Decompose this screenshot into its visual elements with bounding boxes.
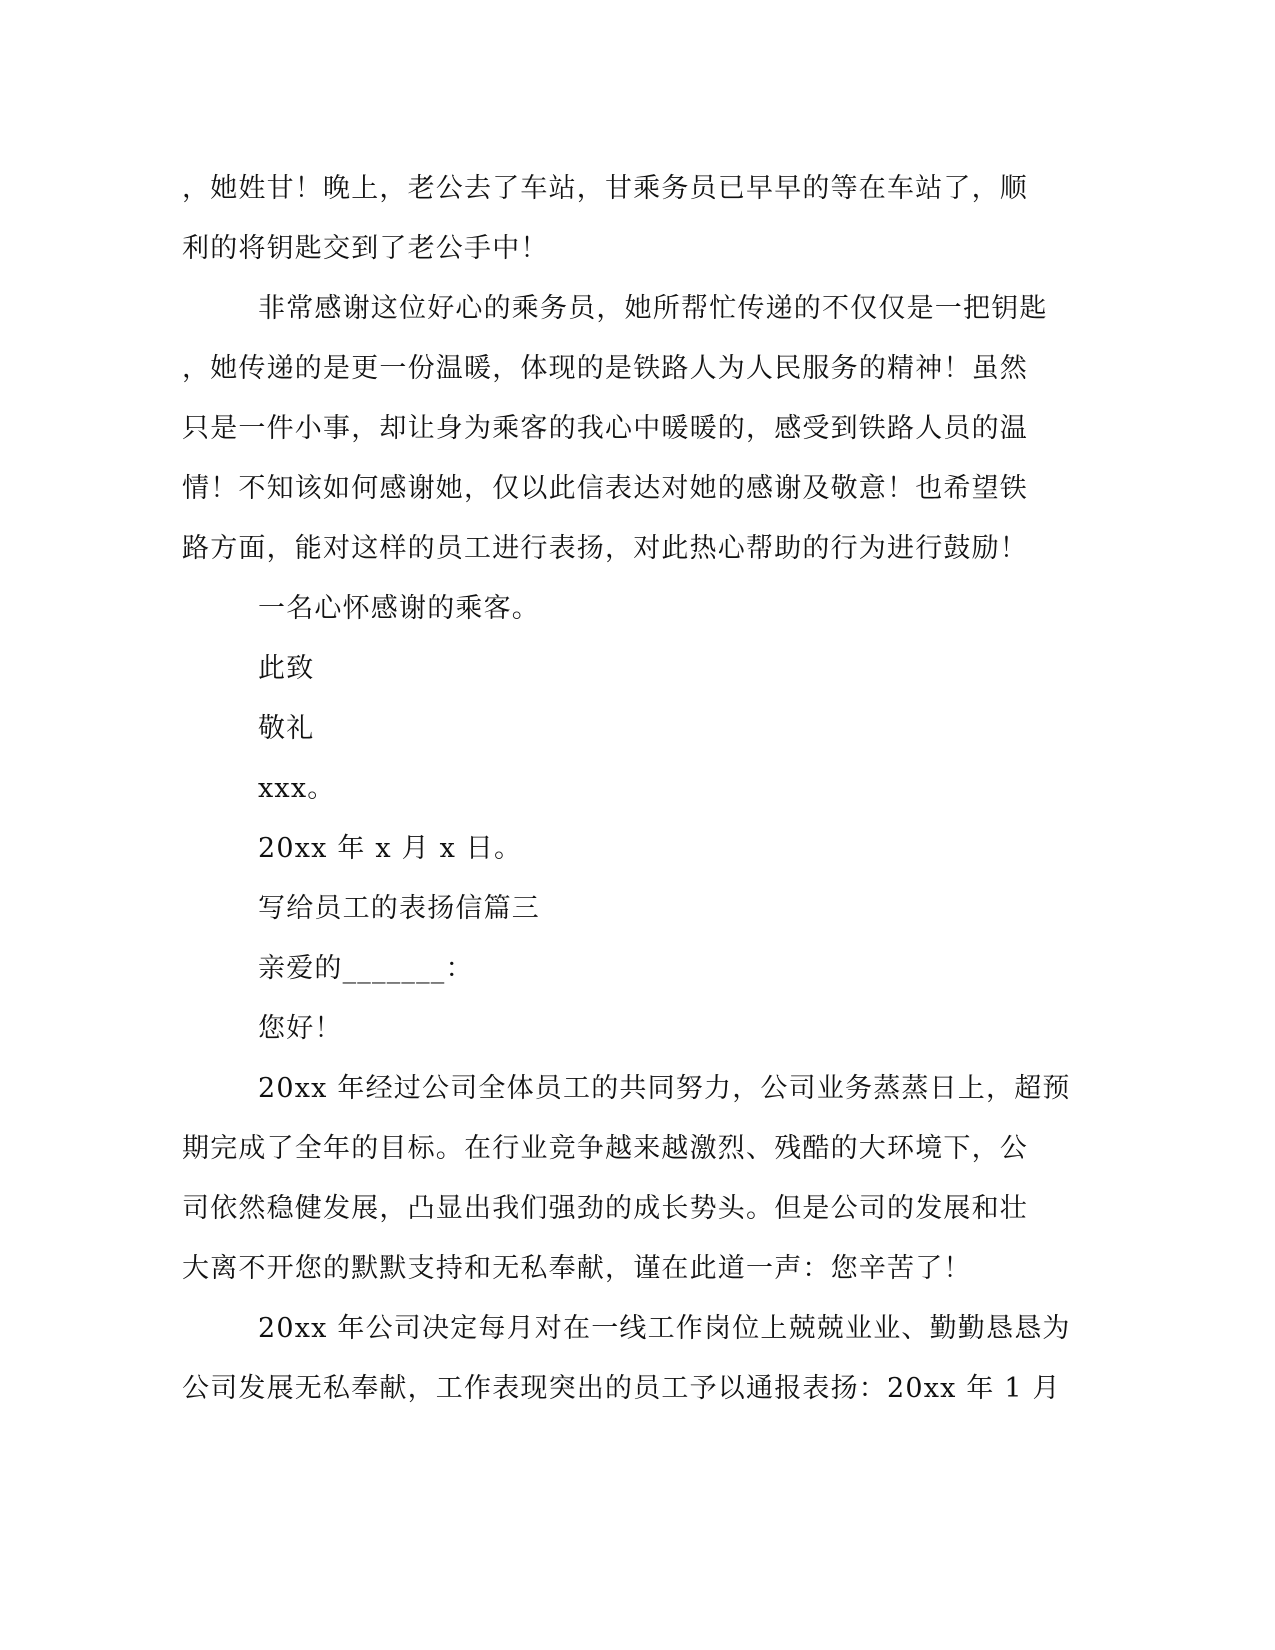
paragraph-line: 司依然稳健发展，凸显出我们强劲的成长势头。但是公司的发展和壮 xyxy=(182,1193,1028,1224)
letter-date: 20xx 年 x 月 x 日。 xyxy=(258,833,523,864)
paragraph-line: 非常感谢这位好心的乘务员，她所帮忙传递的不仅仅是一把钥匙 xyxy=(258,293,1048,324)
closing-line: 此致 xyxy=(258,653,315,684)
closing-line: 敬礼 xyxy=(258,713,315,744)
sender-name: xxx。 xyxy=(258,773,336,804)
paragraph-line: ，她姓甘！晚上，老公去了车站，甘乘务员已早早的等在车站了，顺 xyxy=(182,173,1028,204)
paragraph-line: 公司发展无私奉献，工作表现突出的员工予以通报表扬：20xx 年 1 月 xyxy=(182,1373,1061,1404)
signature-line: 一名心怀感谢的乘客。 xyxy=(258,593,540,624)
paragraph-line: 情！不知该如何感谢她，仅以此信表达对她的感谢及敬意！也希望铁 xyxy=(182,473,1028,504)
paragraph-line: ，她传递的是更一份温暖，体现的是铁路人为人民服务的精神！虽然 xyxy=(182,353,1028,384)
paragraph-line: 20xx 年经过公司全体员工的共同努力，公司业务蒸蒸日上，超预 xyxy=(258,1073,1071,1104)
greeting: 您好！ xyxy=(258,1013,343,1044)
paragraph-line: 只是一件小事，却让身为乘客的我心中暖暖的，感受到铁路人员的温 xyxy=(182,413,1028,444)
paragraph-line: 20xx 年公司决定每月对在一线工作岗位上兢兢业业、勤勤恳恳为 xyxy=(258,1313,1071,1344)
section-heading: 写给员工的表扬信篇三 xyxy=(258,893,540,924)
paragraph-line: 路方面，能对这样的员工进行表扬，对此热心帮助的行为进行鼓励！ xyxy=(182,533,1028,564)
paragraph-line: 期完成了全年的目标。在行业竞争越来越激烈、残酷的大环境下，公 xyxy=(182,1133,1028,1164)
salutation: 亲爱的_______： xyxy=(258,953,474,984)
paragraph-line: 大离不开您的默默支持和无私奉献，谨在此道一声：您辛苦了！ xyxy=(182,1253,972,1284)
paragraph-line: 利的将钥匙交到了老公手中！ xyxy=(182,233,549,264)
